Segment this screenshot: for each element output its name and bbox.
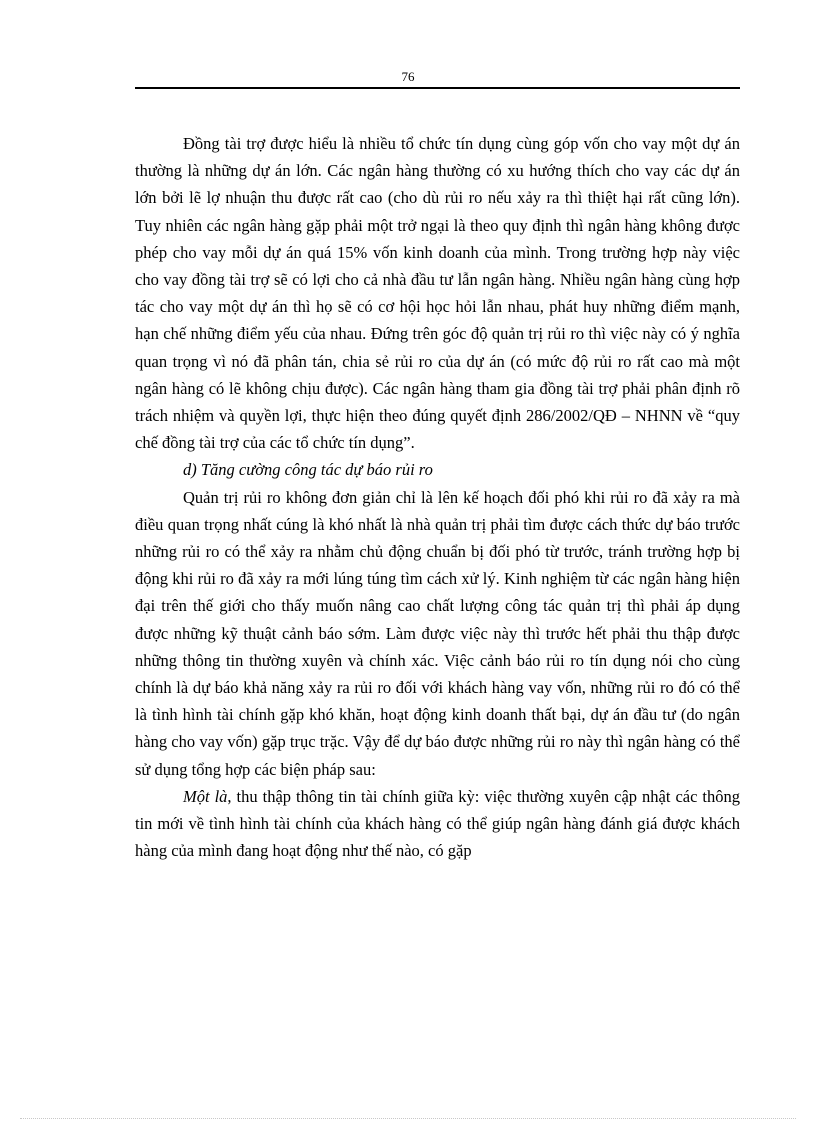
section-heading-d: d) Tăng cường công tác dự báo rủi ro: [183, 460, 433, 480]
measure-one-lead: Một là: [183, 786, 228, 806]
measure-one-text: , thu thập thông tin tài chính giữa kỳ: việc thường xuyên cập nhật các thông tin mới về tình hình tài chính của khách hàng có thể giúp ngân hàng đánh giá được khách hàng của mình đang hoạt động như thế nào, có gặp: [135, 786, 740, 861]
paragraph-co-financing: Đồng tài trợ được hiểu là nhiều tổ chức tín dụng cùng góp vốn cho vay một dự án thường là những dự án lớn. Các ngân hàng thường có xu hướng thích cho vay các dự án lớn bởi lẽ lợ nhuận thu được rất cao (cho dù rủi ro nếu xảy ra thì thiệt hại rất cũng lớn). Tuy nhiên các ngân hàng gặp phải một trở ngại là theo quy định thì ngân hàng không được phép cho vay mỗi dự án quá 15% vốn kinh doanh của mình. Trong trường hợp này việc cho vay đồng tài trợ sẽ có lợi cho cả nhà đầu tư lẫn ngân hàng. Nhiều ngân hàng cùng hợp tác cho vay một dự án thì họ sẽ có cơ hội học hỏi lẫn nhau, phát huy những điểm mạnh, hạn chế những điểm yếu của nhau. Đứng trên góc độ quản trị rủi ro thì việc này có ý nghĩa quan trọng vì nó đã phân tán, chia sẻ rủi ro của dự án (có mức độ rủi ro rất cao mà một ngân hàng có lẽ không chịu được). Các ngân hàng tham gia đồng tài trợ phải phân định rõ trách nhiệm và quyền lợi, thực hiện theo đúng quyết định 286/2002/QĐ – NHNN về “quy chế đồng tài trợ của các tổ chức tín dụng”.: [135, 134, 740, 453]
header-rule: [135, 87, 740, 89]
document-body: [135, 130, 740, 864]
page-number: 76: [401, 69, 415, 84]
paragraph-risk-forecasting: Quản trị rủi ro không đơn giản chỉ là lên kế hoạch đối phó khi rủi ro đã xảy ra mà điều quan trọng nhất cúng là khó nhất là nhà quản trị phải tìm được cách thức dự báo trước những rủi ro có thể xảy ra nhằm chủ động chuẩn bị đối phó từ trước, tránh trường hợp bị động khi rủi ro đã xảy ra mới lúng túng tìm cách xử lý. Kinh nghiệm từ các ngân hàng hiện đại trên thế giới cho thấy muốn nâng cao chất lượng công tác quản trị thì phải áp dụng được những kỹ thuật cảnh báo sớm. Làm được việc này thì trước hết phải thu thập được những thông tin thường xuyên và chính xác. Việc cảnh báo rủi ro tín dụng nói cho cùng chính là dự báo khả năng xảy ra rủi ro đối với khách hàng vay vốn, những rủi ro đó có thể là tình hình tài chính gặp khó khăn, hoạt động kinh doanh thất bại, dự án đầu tư (do ngân hàng cho vay vốn) gặp trục trặc. Vậy để dự báo được những rủi ro này thì ngân hàng có thể sử dụng tổng hợp các biện pháp sau:: [135, 487, 740, 779]
paragraph-measure-one: [135, 783, 740, 865]
page-bottom-border: [20, 1118, 796, 1119]
